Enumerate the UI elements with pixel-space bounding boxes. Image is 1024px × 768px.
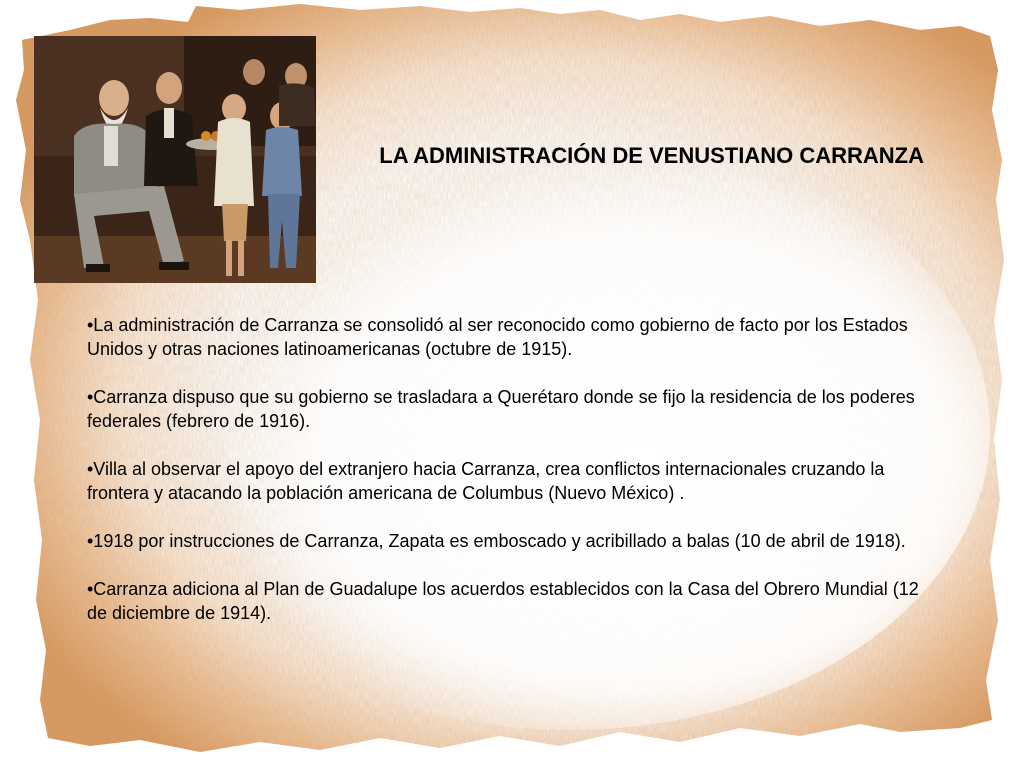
bullet-item: •Carranza dispuso que su gobierno se trasladara a Querétaro donde se fijo la residencia de los poderes federales (febrero de 1916). bbox=[87, 387, 915, 431]
slide-title: LA ADMINISTRACIÓN DE VENUSTIANO CARRANZA bbox=[379, 143, 924, 168]
bullet-item: •Villa al observar el apoyo del extranjero hacia Carranza, crea conflictos internacionales cruzando la frontera y atacando la población americana de Columbus (Nuevo México) . bbox=[87, 459, 885, 503]
bullet-item: •Carranza adiciona al Plan de Guadalupe los acuerdos establecidos con la Casa del Obrero Mundial (12 de diciembre de 1914). bbox=[87, 579, 919, 623]
bullet-list bbox=[87, 313, 937, 649]
bullet-item: •1918 por instrucciones de Carranza, Zapata es emboscado y acribillado a balas (10 de abril de 1918). bbox=[87, 531, 906, 551]
carranza-painting bbox=[34, 36, 316, 283]
bullet-item: •La administración de Carranza se consolidó al ser reconocido como gobierno de facto por los Estados Unidos y otras naciones latinoamericanas (octubre de 1915). bbox=[87, 315, 908, 359]
